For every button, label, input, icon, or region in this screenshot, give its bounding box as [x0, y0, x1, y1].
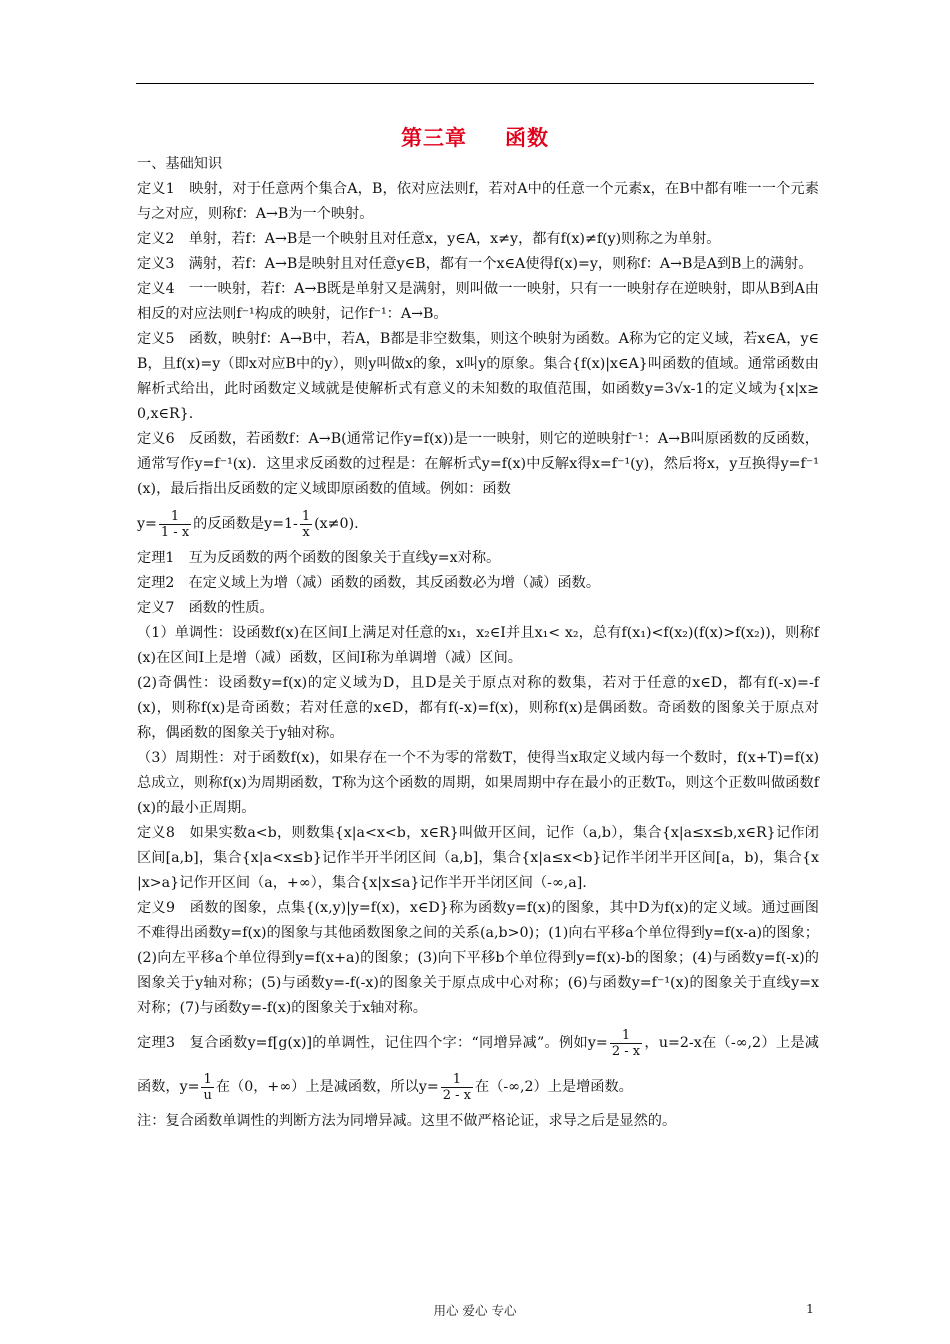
definition-1: 定义1 映射，对于任意两个集合A，B，依对应法则f，若对A中的任意一个元素x，在B中都有唯一一个元素与之对应，则称f：A→B为一个映射。 [137, 181, 819, 222]
theorem-3-mid1: ，u=2-x在（-∞,2）上是减函数，y= [137, 1035, 819, 1095]
definition-2: 定义2 单射，若f：A→B是一个映射且对任意x，y∈A，x≠y，都有f(x)≠f(y)则称之为单射。 [137, 231, 721, 247]
definition-3: 定义3 满射，若f：A→B是映射且对任意y∈B，都有一个x∈A使得f(x)=y，则称f：A→B是A到B上的满射。 [137, 256, 813, 272]
section-heading: 一、基础知识 [137, 156, 223, 172]
footer-text: 用心 爱心 专心 [433, 1303, 517, 1318]
example-lead: y= [137, 516, 157, 532]
definition-8: 定义8 如果实数a<b，则数集{x|a<x<b，x∈R}叫做开区间，记作（a,b），集合{x|a≤x≤b,x∈R}记作闭区间[a,b]，集合{x|a<x≤b}记作半开半闭区间（a,b]，集合{x|a≤x<b}记作半闭半开区间[a，b)，集合{x|x>a}记作开区间（a，+∞），集合{x|x≤a}记作半开半闭区间（-∞,a]. [137, 825, 819, 891]
fraction-1-over-2-minus-x-b: $\frac{1}{2 - x}$ [442, 1071, 471, 1103]
example-tail: (x≠0). [314, 516, 359, 532]
header-rule [136, 83, 814, 84]
chapter-title [0, 122, 950, 152]
theorem-2: 定理2 在定义域上为增（减）函数的函数，其反函数必为增（减）函数。 [137, 575, 601, 591]
theorem-3-lead: 定理3 复合函数y=f[g(x)]的单调性，记住四个字：“同增异减”。例如y= [137, 1035, 608, 1051]
definition-9: 定义9 函数的图象，点集{(x,y)|y=f(x)，x∈D}称为函数y=f(x)的图象，其中D为f(x)的定义域。通过画图不难得出函数y=f(x)的图象与其他函数图象之间的关系(a,b>0)；(1)向右平移a个单位得到y=f(x-a)的图象；(2)向左平移a个单位得到y=f(x+a)的图象；(3)向下平移b个单位得到y=f(x)-b的图象；(4)与函数y=f(-x)的图象关于y轴对称；(5)与函数y=-f(-x)的图象关于原点成中心对称；(6)与函数y=f⁻¹(x)的图象关于直线y=x对称；(7)与函数y=-f(x)的图象关于x轴对称。 [137, 900, 819, 1016]
definition-6-example [137, 502, 819, 546]
definition-5: 定义5 函数，映射f：A→B中，若A，B都是非空数集，则这个映射为函数。A称为它的定义域，若x∈A，y∈B，且f(x)=y（即x对应B中的y），则y叫做x的象，x叫y的原象。集合{f(x)|x∈A}叫函数的值域。通常函数由解析式给出，此时函数定义域就是使解析式有意义的未知数的取值范围，如函数y=3√x-1的定义域为{x|x≥0,x∈R}. [137, 331, 819, 422]
theorem-1: 定理1 互为反函数的两个函数的图象关于直线y=x对称。 [137, 550, 501, 566]
page-number: 1 [806, 1301, 814, 1316]
example-mid: 的反函数是y=1- [193, 516, 298, 532]
fraction-1-over-u: $\frac{1}{u}$ [203, 1071, 212, 1103]
chapter-number: 第三章 [401, 126, 467, 150]
theorem-3 [137, 1021, 819, 1109]
document-body [137, 152, 819, 1134]
theorem-3-tail: 在（-∞,2）上是增函数。 [475, 1079, 633, 1095]
property-periodic: （3）周期性：对于函数f(x)，如果存在一个不为零的常数T，使得当x取定义域内每一个数时，f(x+T)=f(x)总成立，则称f(x)为周期函数，T称为这个函数的周期，如果周期中存在最小的正数T₀，则这个正数叫做函数f(x)的最小正周期。 [137, 750, 819, 816]
chapter-subject: 函数 [505, 126, 549, 150]
theorem-3-mid2: 在（0，+∞）上是减函数，所以y= [215, 1079, 439, 1095]
definition-4: 定义4 一一映射，若f：A→B既是单射又是满射，则叫做一一映射，只有一一映射存在逆映射，即从B到A由相反的对应法则f⁻¹构成的映射，记作f⁻¹：A→B。 [137, 281, 819, 322]
definition-6: 定义6 反函数，若函数f：A→B(通常记作y=f(x))是一一映射，则它的逆映射f⁻¹：A→B叫原函数的反函数，通常写作y=f⁻¹(x)．这里求反函数的过程是：在解析式y=f(x)中反解x得x=f⁻¹(y)，然后将x，y互换得y=f⁻¹(x)，最后指出反函数的定义域即原函数的值域。例如：函数 [137, 431, 819, 497]
fraction-1-over-x: $\frac{1}{x}$ [301, 508, 311, 540]
property-parity: (2)奇偶性：设函数y=f(x)的定义域为D，且D是关于原点对称的数集，若对于任意的x∈D，都有f(-x)=-f(x)，则称f(x)是奇函数；若对任意的x∈D，都有f(-x)=f(x)，则称f(x)是偶函数。奇函数的图象关于原点对称，偶函数的图象关于y轴对称。 [137, 675, 819, 741]
note: 注：复合函数单调性的判断方法为同增异减。这里不做严格论证，求导之后是显然的。 [137, 1113, 677, 1129]
fraction-1-over-2-minus-x: $\frac{1}{2 - x}$ [611, 1027, 641, 1059]
fraction-1-over-1-minus-x: $\frac{1}{1 - x}$ [160, 508, 190, 540]
definition-7: 定义7 函数的性质。 [137, 600, 274, 616]
property-monotonic: （1）单调性：设函数f(x)在区间I上满足对任意的x₁，x₂∈I并且x₁< x₂，总有f(x₁)<f(x₂)(f(x)>f(x₂))，则称f(x)在区间I上是增（减）函数，区间I称为单调增（减）区间。 [137, 625, 819, 666]
